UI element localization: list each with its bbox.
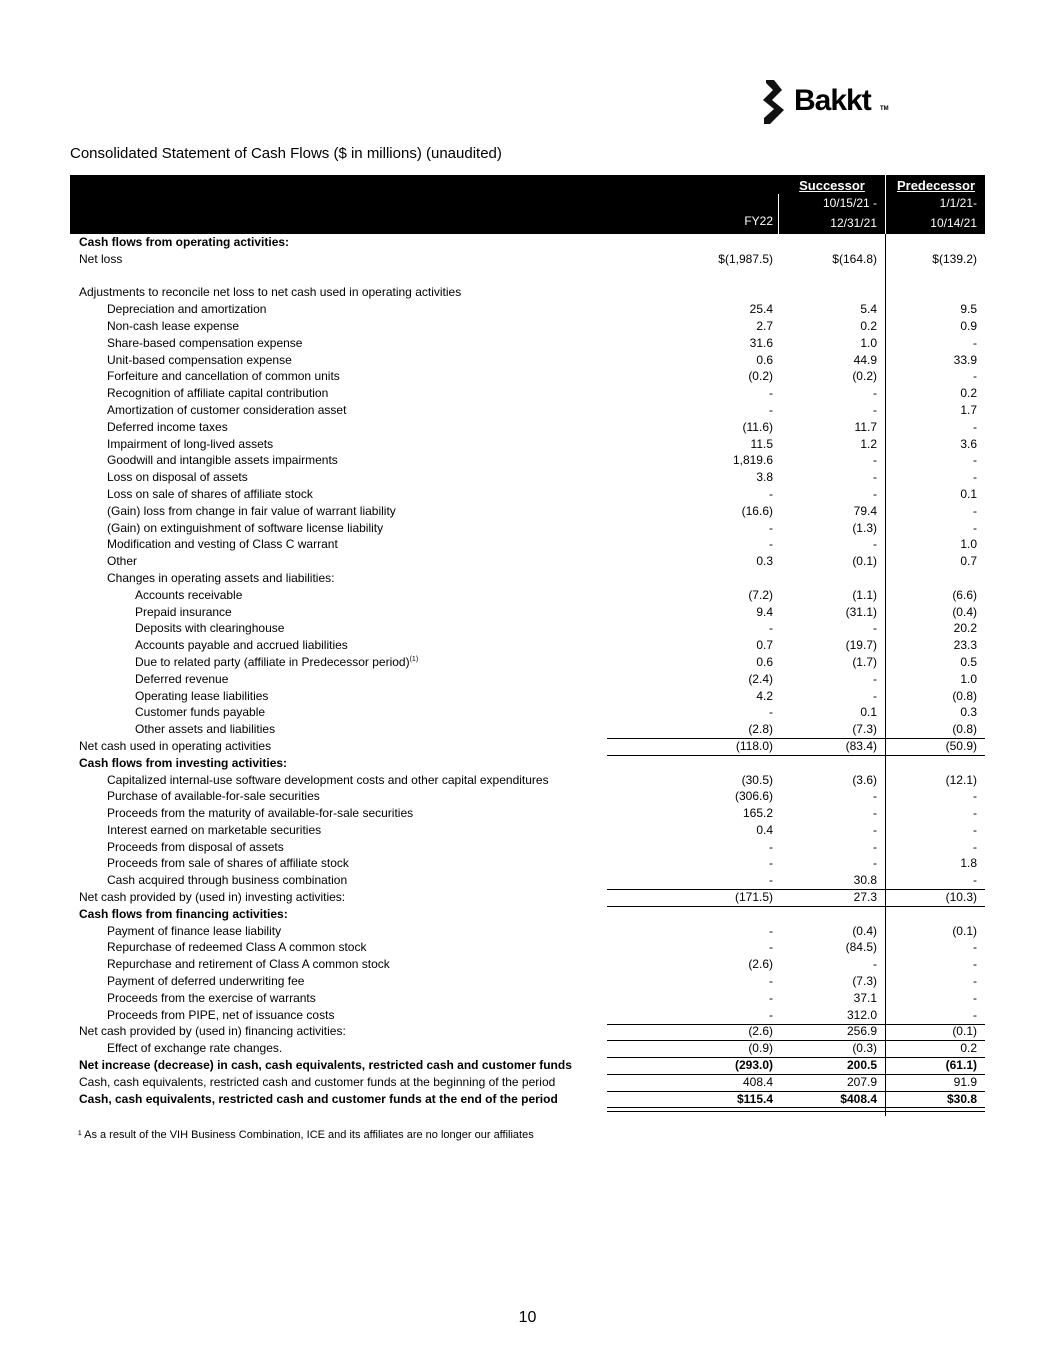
row-value-2: 44.9 <box>853 352 877 367</box>
row-label: Non-cash lease expense <box>107 318 240 333</box>
row-value-3: $30.8 <box>946 1091 977 1106</box>
row-value-1: (171.5) <box>734 890 773 905</box>
row-value-1: - <box>769 839 773 854</box>
row-label: Interest earned on marketable securities <box>107 822 322 837</box>
row-value-1: 0.7 <box>756 638 773 653</box>
row-label: Due to related party (affiliate in Predecessor period)$^{(1)}$ <box>135 654 419 669</box>
table-row <box>70 805 985 822</box>
row-label: Proceeds from disposal of assets <box>107 839 284 854</box>
row-value-2: - <box>873 856 877 871</box>
col-fy22-header: FY22 <box>744 214 773 228</box>
predecessor-header: Predecessor <box>896 178 976 193</box>
table-row <box>70 721 985 738</box>
row-value-3: - <box>973 806 977 821</box>
row-label: Net loss <box>79 251 123 266</box>
row-label: Deferred income taxes <box>107 419 228 434</box>
table-header <box>70 175 985 234</box>
row-label: Repurchase and retirement of Class A common stock <box>107 957 390 972</box>
row-value-3: - <box>973 520 977 535</box>
table-row <box>70 520 985 537</box>
row-value-1: (16.6) <box>741 503 773 518</box>
table-row <box>70 335 985 352</box>
table-row <box>70 755 985 772</box>
row-value-3: - <box>973 503 977 518</box>
row-label: Proceeds from the maturity of available-for-sale securities <box>107 806 414 821</box>
row-value-3: 1.7 <box>960 402 977 417</box>
row-label: Operating lease liabilities <box>135 688 269 703</box>
row-value-2: 30.8 <box>853 873 877 888</box>
row-value-1: (306.6) <box>734 789 773 804</box>
table-row <box>70 956 985 973</box>
table-row <box>70 772 985 789</box>
row-value-1: - <box>769 520 773 535</box>
row-label: Deferred revenue <box>135 671 229 686</box>
col-successor-header-line1: 10/15/21 - <box>822 196 877 210</box>
row-label: Accounts payable and accrued liabilities <box>135 638 348 653</box>
row-value-3: - <box>973 1007 977 1022</box>
row-value-3: - <box>973 822 977 837</box>
row-value-1: (2.6) <box>748 1024 773 1039</box>
row-value-1: 1,819.6 <box>732 453 773 468</box>
row-label: Loss on sale of shares of affiliate stock <box>107 486 313 501</box>
row-label: Deposits with clearinghouse <box>135 621 285 636</box>
row-label: Cash, cash equivalents, restricted cash and customer funds at the end of the period <box>79 1091 558 1106</box>
row-value-3: (0.8) <box>952 722 977 737</box>
row-value-3: - <box>973 419 977 434</box>
table-row <box>70 284 985 301</box>
row-value-2: 0.2 <box>860 318 877 333</box>
row-value-3: - <box>973 369 977 384</box>
row-value-3: 33.9 <box>953 352 977 367</box>
row-value-3: - <box>973 470 977 485</box>
row-value-1: - <box>769 1007 773 1022</box>
table-row <box>70 654 985 671</box>
row-value-2: - <box>873 789 877 804</box>
row-value-1: (11.6) <box>742 419 773 434</box>
table-row <box>70 990 985 1007</box>
table-row <box>70 939 985 956</box>
row-label: Amortization of customer consideration asset <box>107 402 347 417</box>
total-rule <box>607 889 985 890</box>
row-value-2: $408.4 <box>840 1091 877 1106</box>
table-row <box>70 553 985 570</box>
row-label: Payment of deferred underwriting fee <box>107 974 305 989</box>
row-label: Cash flows from investing activities: <box>79 755 288 770</box>
row-value-1: - <box>769 974 773 989</box>
table-row <box>70 368 985 385</box>
row-value-2: - <box>873 537 877 552</box>
table-row <box>70 251 985 268</box>
table-row <box>70 704 985 721</box>
table-row <box>70 503 985 520</box>
row-value-2: - <box>873 957 877 972</box>
row-value-1: 25.4 <box>749 302 773 317</box>
row-value-1: - <box>769 940 773 955</box>
row-value-3: (50.9) <box>945 738 977 753</box>
successor-header: Successor <box>799 178 865 193</box>
row-value-1: (0.9) <box>748 1041 773 1056</box>
table-row <box>70 570 985 587</box>
table-row <box>70 906 985 923</box>
row-value-3: - <box>973 453 977 468</box>
row-value-1: - <box>769 923 773 938</box>
row-value-1: (2.8) <box>748 722 773 737</box>
row-value-1: 408.4 <box>742 1074 773 1089</box>
footnote-marker: (1) <box>409 655 419 663</box>
row-label: Cash, cash equivalents, restricted cash and customer funds at the beginning of the period <box>79 1074 556 1089</box>
row-value-1: 0.4 <box>756 822 773 837</box>
row-value-2: (3.6) <box>852 772 877 787</box>
row-value-1: 31.6 <box>749 335 773 350</box>
row-label: Proceeds from the exercise of warrants <box>107 990 316 1005</box>
table-row <box>70 671 985 688</box>
row-value-2: (84.5) <box>845 940 877 955</box>
row-value-2: (19.7) <box>845 638 877 653</box>
row-label: Modification and vesting of Class C warrant <box>107 537 338 552</box>
row-value-2: - <box>873 671 877 686</box>
row-value-2: (1.1) <box>852 587 877 602</box>
row-value-1: - <box>769 705 773 720</box>
table-row <box>70 1074 985 1091</box>
row-value-3: - <box>973 873 977 888</box>
row-value-2: 312.0 <box>846 1007 877 1022</box>
row-value-2: $(164.8) <box>832 251 877 266</box>
table-row <box>70 637 985 654</box>
row-value-2: - <box>873 839 877 854</box>
row-value-1: 3.8 <box>756 470 773 485</box>
row-value-2: (7.3) <box>852 722 877 737</box>
table-row <box>70 536 985 553</box>
table-row <box>70 469 985 486</box>
row-label: Cash flows from financing activities: <box>79 906 288 921</box>
row-value-3: 1.8 <box>960 856 977 871</box>
table-row <box>70 352 985 369</box>
row-value-3: 0.9 <box>960 318 977 333</box>
row-value-3: (0.8) <box>952 688 977 703</box>
table-row <box>70 419 985 436</box>
row-value-1: (0.2) <box>748 369 773 384</box>
row-value-1: - <box>769 537 773 552</box>
row-value-3: - <box>973 974 977 989</box>
row-value-3: 0.2 <box>960 386 977 401</box>
row-value-2: 1.2 <box>860 436 877 451</box>
table-row <box>70 1023 985 1040</box>
row-value-1: 0.6 <box>756 352 773 367</box>
row-value-2: 5.4 <box>860 302 877 317</box>
row-value-2: (0.3) <box>852 1041 877 1056</box>
logo-wordmark: Bakkt <box>794 84 871 117</box>
row-value-3: $(139.2) <box>932 251 977 266</box>
row-value-2: 11.7 <box>854 419 877 434</box>
row-value-2: - <box>873 688 877 703</box>
row-value-3: (0.1) <box>952 1024 977 1039</box>
row-value-3: - <box>973 940 977 955</box>
table-row <box>70 889 985 906</box>
row-value-1: 2.7 <box>756 318 773 333</box>
row-value-1: 9.4 <box>756 604 773 619</box>
row-label: Prepaid insurance <box>135 604 232 619</box>
row-label: Net cash provided by (used in) financing activities: <box>79 1024 346 1039</box>
row-value-1: 4.2 <box>756 688 773 703</box>
row-value-1: - <box>769 856 773 871</box>
row-value-2: - <box>873 822 877 837</box>
total-rule <box>607 1024 985 1025</box>
row-label: Depreciation and amortization <box>107 302 267 317</box>
row-label: Proceeds from sale of shares of affiliate stock <box>107 856 349 871</box>
col-predecessor-header-line1: 1/1/21- <box>939 196 977 210</box>
row-label: Payment of finance lease liability <box>107 923 282 938</box>
table-row <box>70 1057 985 1074</box>
table-row <box>70 1091 985 1108</box>
row-value-2: - <box>873 386 877 401</box>
row-value-1: - <box>769 621 773 636</box>
table-row <box>70 688 985 705</box>
row-label: Capitalized internal-use software development costs and other capital expenditures <box>107 772 549 787</box>
table-row <box>70 973 985 990</box>
row-value-1: - <box>769 990 773 1005</box>
table-row <box>70 486 985 503</box>
row-value-2: - <box>873 806 877 821</box>
table-row <box>70 436 985 453</box>
row-label: Adjustments to reconcile net loss to net cash used in operating activities <box>79 285 462 300</box>
row-label: Impairment of long-lived assets <box>107 436 274 451</box>
row-value-2: 256.9 <box>846 1024 877 1039</box>
col-successor-header-line2: 12/31/21 <box>830 216 877 230</box>
row-value-2: 0.1 <box>860 705 877 720</box>
row-value-3: (61.1) <box>945 1058 977 1073</box>
total-rule <box>607 1091 985 1092</box>
grand-total-double-rule <box>607 1107 985 1112</box>
page-title: Consolidated Statement of Cash Flows ($ in millions) (unaudited) <box>70 145 502 162</box>
row-value-3: 1.0 <box>960 537 977 552</box>
bakkt-logo <box>760 78 900 128</box>
row-value-2: (0.1) <box>852 554 877 569</box>
row-label: Cash flows from operating activities: <box>79 235 290 249</box>
row-label: Net cash provided by (used in) investing activities: <box>79 890 346 905</box>
table-row <box>70 318 985 335</box>
row-value-3: 0.7 <box>960 554 977 569</box>
table-row <box>70 587 985 604</box>
row-value-1: $(1,987.5) <box>718 251 773 266</box>
page-number: 10 <box>518 1309 537 1326</box>
cash-flow-table <box>70 234 985 1107</box>
row-value-1: 0.3 <box>756 554 773 569</box>
row-value-3: - <box>973 839 977 854</box>
row-value-2: 207.9 <box>846 1074 877 1089</box>
table-row <box>70 788 985 805</box>
row-label: Other <box>107 554 138 569</box>
total-rule <box>607 738 985 739</box>
table-row <box>70 855 985 872</box>
row-label: Other assets and liabilities <box>135 722 276 737</box>
row-value-2: (31.1) <box>845 604 877 619</box>
table-row <box>70 1007 985 1024</box>
row-label: Forfeiture and cancellation of common units <box>107 369 340 384</box>
footnote: ¹ As a result of the VIH Business Combination, ICE and its affiliates are no longer our affiliates <box>78 1129 534 1141</box>
row-value-3: 0.3 <box>960 705 977 720</box>
row-value-3: - <box>973 335 977 350</box>
row-label: Repurchase of redeemed Class A common stock <box>107 940 367 955</box>
row-label: Proceeds from PIPE, net of issuance costs <box>107 1007 335 1022</box>
row-label: Net increase (decrease) in cash, cash equivalents, restricted cash and customer funds <box>79 1058 572 1073</box>
row-label: Net cash used in operating activities <box>79 738 272 753</box>
row-label: Cash acquired through business combination <box>107 873 348 888</box>
row-label: Purchase of available-for-sale securities <box>107 789 320 804</box>
row-value-2: - <box>873 470 877 485</box>
row-value-2: (1.3) <box>852 520 877 535</box>
row-value-3: 0.2 <box>960 1041 977 1056</box>
table-row <box>70 402 985 419</box>
row-value-1: 11.5 <box>750 436 773 451</box>
row-value-3: 0.1 <box>960 486 977 501</box>
row-value-2: 1.0 <box>860 335 877 350</box>
row-value-1: (7.2) <box>748 587 773 602</box>
row-label: Goodwill and intangible assets impairments <box>107 453 338 468</box>
row-value-2: 200.5 <box>846 1058 877 1073</box>
row-value-3: (12.1) <box>945 772 977 787</box>
total-rule <box>607 1057 985 1058</box>
table-row <box>70 923 985 940</box>
row-value-1: - <box>769 486 773 501</box>
table-row <box>70 234 985 251</box>
bakkt-logo-mark-icon <box>760 78 790 126</box>
table-row <box>70 839 985 856</box>
row-value-3: 1.0 <box>960 671 977 686</box>
table-row <box>70 385 985 402</box>
row-value-2: - <box>873 402 877 417</box>
row-value-3: (0.4) <box>952 604 977 619</box>
table-row <box>70 872 985 889</box>
row-value-1: (2.6) <box>748 957 773 972</box>
row-value-3: (6.6) <box>952 587 977 602</box>
row-value-1: 165.2 <box>742 806 773 821</box>
row-value-2: (0.4) <box>852 923 877 938</box>
row-value-1: (30.5) <box>741 772 773 787</box>
table-row <box>70 452 985 469</box>
row-label: Recognition of affiliate capital contribution <box>107 386 329 401</box>
row-value-2: (7.3) <box>852 974 877 989</box>
table-row <box>70 1040 985 1057</box>
row-value-2: - <box>873 486 877 501</box>
row-value-3: 9.5 <box>960 302 977 317</box>
logo-trademark: TM <box>880 106 889 112</box>
row-label: Effect of exchange rate changes. <box>107 1041 283 1056</box>
row-value-2: 79.4 <box>853 503 877 518</box>
row-value-3: - <box>973 990 977 1005</box>
row-value-1: - <box>769 386 773 401</box>
table-row <box>70 822 985 839</box>
table-row <box>70 738 985 755</box>
row-value-2: (0.2) <box>852 369 877 384</box>
row-value-3: 91.9 <box>953 1074 977 1089</box>
row-value-2: - <box>873 453 877 468</box>
table-row <box>70 301 985 318</box>
row-value-2: (83.4) <box>845 738 877 753</box>
row-value-2: 37.1 <box>853 990 877 1005</box>
row-value-1: - <box>769 873 773 888</box>
row-value-2: (1.7) <box>852 654 877 669</box>
row-value-3: (0.1) <box>952 923 977 938</box>
row-label: (Gain) loss from change in fair value of warrant liability <box>107 503 396 518</box>
row-value-1: - <box>769 402 773 417</box>
row-label: (Gain) on extinguishment of software license liability <box>107 520 384 535</box>
table-row <box>70 620 985 637</box>
row-label: Changes in operating assets and liabilities: <box>107 570 335 585</box>
row-label: Customer funds payable <box>135 705 266 720</box>
row-label: Loss on disposal of assets <box>107 470 248 485</box>
row-value-1: (293.0) <box>734 1058 773 1073</box>
row-value-1: (2.4) <box>748 671 773 686</box>
row-label: Unit-based compensation expense <box>107 352 292 367</box>
row-value-3: - <box>973 789 977 804</box>
row-label: Share-based compensation expense <box>107 335 303 350</box>
row-value-1: 0.6 <box>756 654 773 669</box>
row-value-3: 0.5 <box>960 654 977 669</box>
col-predecessor-header-line2: 10/14/21 <box>930 216 977 230</box>
row-label: Accounts receivable <box>135 587 243 602</box>
row-value-1: $115.4 <box>736 1091 773 1106</box>
table-row <box>70 604 985 621</box>
row-value-3: (10.3) <box>945 890 977 905</box>
row-value-3: 23.3 <box>953 638 977 653</box>
row-value-3: 20.2 <box>953 621 977 636</box>
table-row <box>70 268 985 285</box>
row-value-3: - <box>973 957 977 972</box>
row-value-2: 27.3 <box>853 890 877 905</box>
row-value-3: 3.6 <box>960 436 977 451</box>
row-value-2: - <box>873 621 877 636</box>
row-value-1: (118.0) <box>735 738 773 753</box>
